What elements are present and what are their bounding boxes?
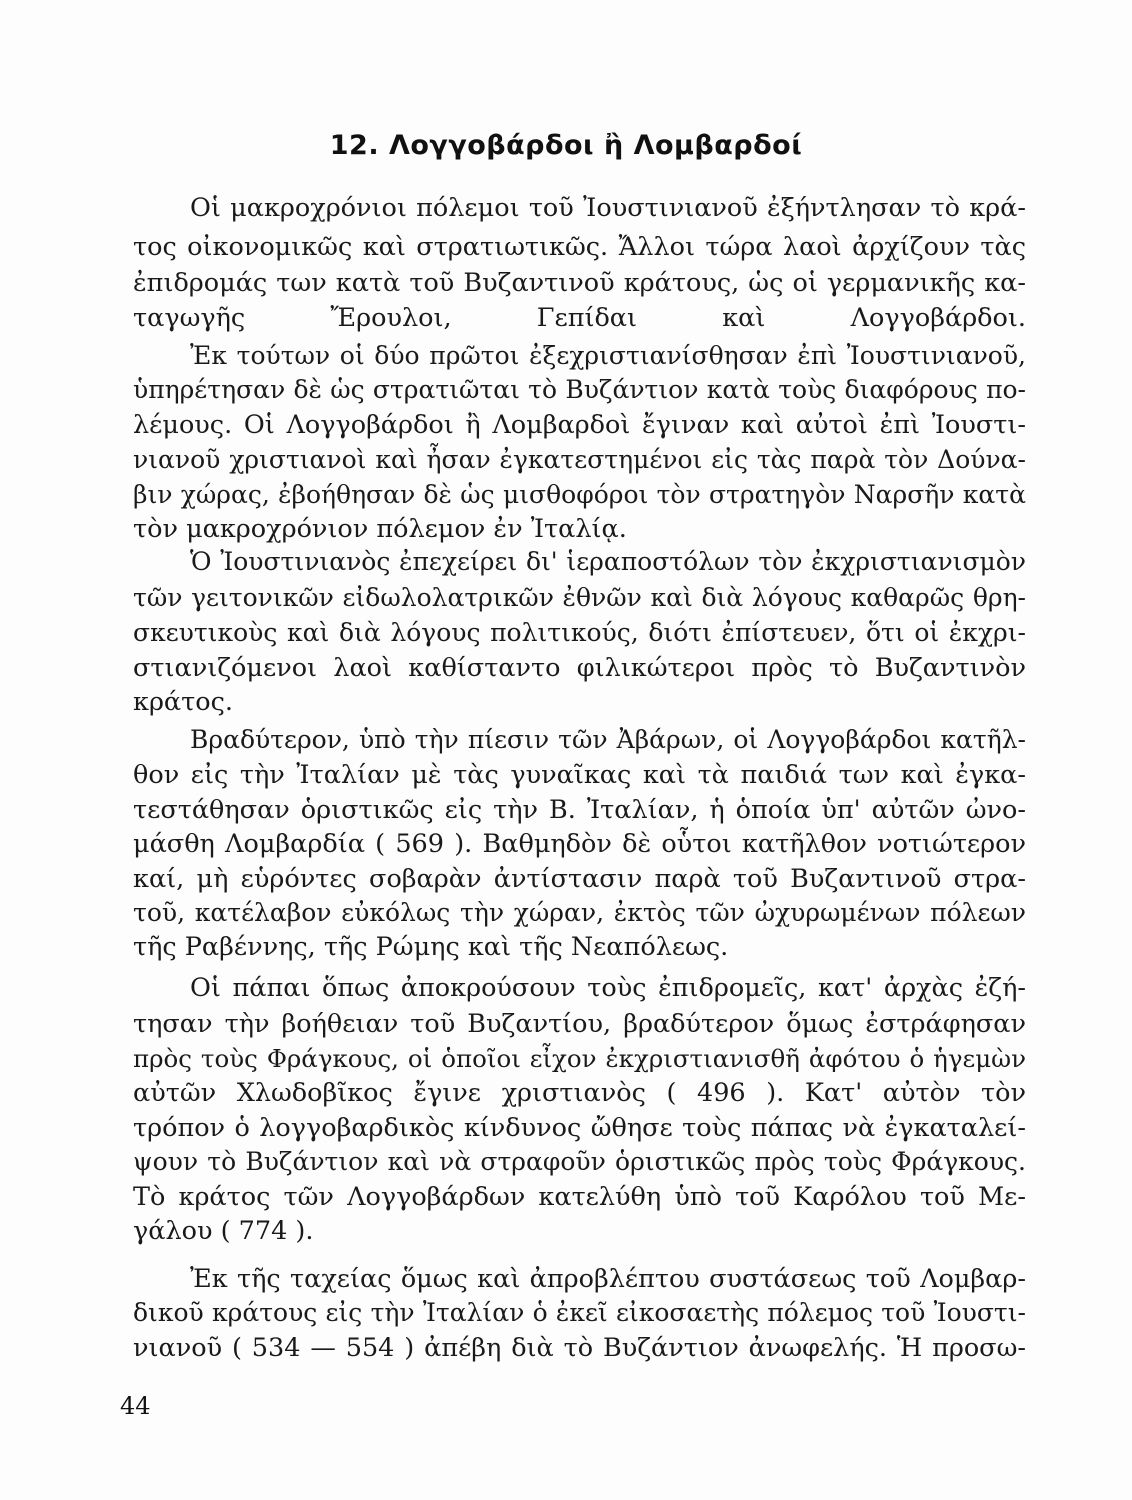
text-line: Ἐκ τούτων οἱ δύο πρῶτοι ἐξεχριστιανίσθησαν ἐπὶ Ἰουστινιανοῦ, [190, 341, 1026, 370]
text-line: Οἱ μακροχρόνιοι πόλεμοι τοῦ Ἰουστινιανοῦ ἐξήντλησαν τὸ κρά- [190, 193, 1026, 223]
text-line: τησαν τὴν βοήθειαν τοῦ Βυζαντίου, βραδύτερον ὅμως ἐστράφησαν [133, 1009, 1026, 1039]
text-line: τὸν μακροχρόνιον πόλεμον ἐν Ἰταλίᾳ. [133, 514, 627, 544]
text-line: ψουν τὸ Βυζάντιον καὶ νὰ στραφοῦν ὁριστικῶς πρὸς τοὺς Φράγκους. [133, 1147, 1026, 1176]
text-line: τος οἰκονομικῶς καὶ στρατιωτικῶς. Ἄλλοι τώρα λαοὶ ἀρχίζουν τὰς [133, 232, 1026, 262]
text-line: σκευτικοὺς καὶ διὰ λόγους πολιτικούς, διότι ἐπίστευεν, ὅτι οἱ ἐκχρι- [133, 618, 1026, 647]
text-line: αὐτῶν Χλωδοβῖκος ἔγινε χριστιανὸς ( 496 ). Κατ' αὐτὸν τὸν [133, 1078, 1026, 1108]
page-number: 44 [120, 1392, 151, 1420]
text-line: πρὸς τοὺς Φράγκους, οἱ ὁποῖοι εἶχον ἐκχριστιανισθῆ ἀφότου ὁ ἡγεμὼν [133, 1044, 1026, 1073]
text-line: ἐπιδρομάς των κατὰ τοῦ Βυζαντινοῦ κράτους, ὡς οἱ γερμανικῆς κα- [133, 268, 1026, 298]
text-line: δικοῦ κράτους εἰς τὴν Ἰταλίαν ὁ ἐκεῖ εἰκοσαετὴς πόλεμος τοῦ Ἰουστι- [133, 1298, 1026, 1327]
text-line: ὑπηρέτησαν δὲ ὡς στρατιῶται τὸ Βυζάντιον κατὰ τοὺς διαφόρους πο- [133, 375, 1026, 404]
text-line: τρόπον ὁ λογγοβαρδικὸς κίνδυνος ὤθησε τοὺς πάπας νὰ ἐγκαταλεί- [133, 1113, 1026, 1143]
text-line: κράτος. [133, 687, 233, 717]
text-line: νιανοῦ χριστιανοὶ καὶ ἦσαν ἐγκατεστημένοι εἰς τὰς παρὰ τὸν Δούνα- [133, 445, 1026, 474]
text-line: νιανοῦ ( 534 — 554 ) ἀπέβη διὰ τὸ Βυζάντιον ἀνωφελής. Ἡ προσω- [133, 1333, 1026, 1363]
text-line: λέμους. Οἱ Λογγοβάρδοι ἢ Λομβαρδοὶ ἔγιναν καὶ αὐτοὶ ἐπὶ Ἰουστι- [133, 410, 1026, 440]
text-line: τεστάθησαν ὁριστικῶς εἰς τὴν Β. Ἰταλίαν, ἡ ὁποία ὑπ' αὐτῶν ὠνο- [133, 795, 1026, 825]
text-line: καί, μὴ εὑρόντες σοβαρὰν ἀντίστασιν παρὰ τοῦ Βυζαντινοῦ στρα- [133, 864, 1026, 894]
text-line: στιανιζόμενοι λαοὶ καθίσταντο φιλικώτεροι πρὸς τὸ Βυζαντινὸν [133, 653, 1026, 683]
text-line: Ὁ Ἰουστινιανὸς ἐπεχείρει δι' ἱεραποστόλων τὸν ἐκχριστιανισμὸν [190, 547, 1026, 576]
text-line: βιν χώρας, ἐβοήθησαν δὲ ὡς μισθοφόροι τὸν στρατηγὸν Ναρσῆν κατὰ [133, 480, 1026, 509]
text-line: Τὸ κράτος τῶν Λογγοβάρδων κατελύθη ὑπὸ τοῦ Καρόλου τοῦ Με- [133, 1182, 1026, 1212]
text-line: μάσθη Λομβαρδία ( 569 ). Βαθμηδὸν δὲ οὗτοι κατῆλθον νοτιώτερον [133, 829, 1026, 859]
text-line: τῶν γειτονικῶν εἰδωλολατρικῶν ἐθνῶν καὶ διὰ λόγους καθαρῶς θρη- [133, 583, 1026, 612]
text-line: θον εἰς τὴν Ἰταλίαν μὲ τὰς γυναῖκας καὶ τὰ παιδιά των καὶ ἐγκα- [133, 760, 1026, 790]
text-line: Ἐκ τῆς ταχείας ὅμως καὶ ἀπροβλέπτου συστάσεως τοῦ Λομβαρ- [190, 1264, 1026, 1294]
text-line: ταγωγῆς Ἔρουλοι, Γεπίδαι καὶ Λογγοβάρδοι. [133, 303, 1026, 333]
chapter-heading: 12. Λογγοβάρδοι ἢ Λομβαρδοί [329, 130, 803, 161]
text-line: Βραδύτερον, ὑπὸ τὴν πίεσιν τῶν Ἀβάρων, οἱ Λογγοβάρδοι κατῆλ- [190, 725, 1026, 754]
text-line: τῆς Ραβέννης, τῆς Ρώμης καὶ τῆς Νεαπόλεως. [133, 932, 729, 962]
text-line: Οἱ πάπαι ὅπως ἀποκρούσουν τοὺς ἐπιδρομεῖς, κατ' ἀρχὰς ἐζή- [190, 973, 1026, 1003]
text-line: τοῦ, κατέλαβον εὐκόλως τὴν χώραν, ἐκτὸς τῶν ὠχυρωμένων πόλεων [133, 898, 1026, 927]
text-line: γάλου ( 774 ). [133, 1216, 314, 1246]
